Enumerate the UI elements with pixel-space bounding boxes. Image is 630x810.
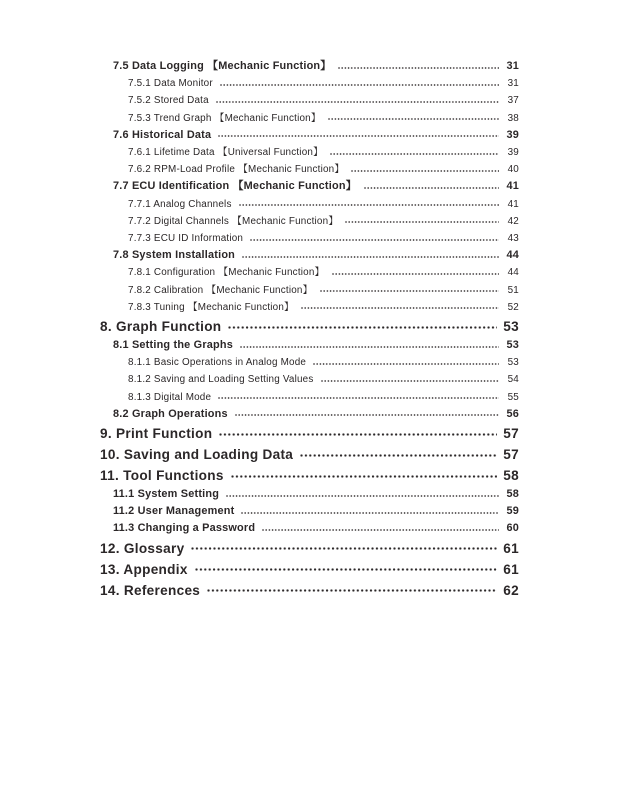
toc-entry-page: 62: [503, 582, 519, 598]
toc-row: [100, 230, 519, 247]
toc-entry-label: 8.1.3 Digital Mode: [128, 391, 212, 403]
toc-entry-label: 11.2 User Management: [113, 505, 235, 518]
toc-row: [100, 316, 519, 337]
toc-entry-page: 56: [506, 407, 519, 420]
toc-entry-page: 57: [503, 447, 519, 463]
toc-entry-label: 8.2 Graph Operations: [113, 407, 228, 420]
toc-entry-label: 8.1.2 Saving and Loading Setting Values: [128, 374, 314, 386]
dot-leader: [328, 118, 499, 120]
toc-entry-label: 13. Appendix: [100, 561, 188, 577]
toc-row: [100, 196, 519, 213]
dot-leader: [300, 454, 497, 457]
toc-entry-label: 9. Print Function: [100, 426, 213, 442]
dot-leader: [320, 290, 499, 292]
toc-entry-label: 7.7 ECU Identification 【Mechanic Function】: [113, 180, 357, 193]
dot-leader: [250, 239, 499, 241]
dot-leader: [218, 135, 499, 137]
toc-entry-page: 55: [507, 391, 519, 403]
toc-entry-label: 8.1 Setting the Graphs: [113, 339, 233, 352]
toc-entry-label: 7.8.1 Configuration 【Mechanic Function】: [128, 267, 325, 279]
toc-row: [100, 444, 519, 465]
toc-row: [100, 371, 519, 388]
toc-row: [100, 282, 519, 299]
toc-entry-label: 7.7.3 ECU ID Information: [128, 233, 244, 245]
toc-entry-page: 44: [506, 249, 519, 262]
dot-leader: [241, 512, 499, 514]
toc-row: [100, 538, 519, 559]
dot-leader: [240, 346, 499, 348]
dot-leader: [216, 101, 499, 103]
toc-row: [100, 520, 519, 537]
toc-row: [100, 580, 519, 601]
dot-leader: [239, 204, 499, 206]
dot-leader: [338, 67, 499, 69]
toc-row: [100, 75, 519, 92]
toc-row: [100, 503, 519, 520]
toc-entry-label: 11.3 Changing a Password: [113, 522, 256, 535]
dot-leader: [301, 307, 499, 309]
toc-entry-label: 11. Tool Functions: [100, 468, 224, 484]
dot-leader: [191, 547, 497, 550]
toc-entry-label: 7.5.3 Trend Graph 【Mechanic Function】: [128, 112, 321, 124]
toc-entry-label: 7.8.2 Calibration 【Mechanic Function】: [128, 284, 313, 296]
dot-leader: [207, 589, 497, 592]
dot-leader: [235, 414, 499, 416]
toc-entry-label: 11.1 System Setting: [113, 488, 220, 501]
toc-entry-page: 58: [506, 488, 519, 501]
toc-entry-page: 37: [507, 95, 519, 107]
toc-entry-label: 7.8.3 Tuning 【Mechanic Function】: [128, 301, 295, 313]
dot-leader: [364, 187, 499, 189]
toc-entry-page: 59: [506, 505, 519, 518]
toc-entry-label: 7.7.1 Analog Channels: [128, 198, 232, 210]
toc-entry-page: 40: [507, 164, 519, 176]
toc-entry-page: 53: [503, 319, 519, 335]
dot-leader: [195, 568, 497, 571]
dot-leader: [332, 273, 499, 275]
dot-leader: [330, 153, 499, 155]
toc-entry-label: 7.5.1 Data Monitor: [128, 78, 213, 90]
toc-row: [100, 423, 519, 444]
toc-row: [100, 110, 519, 127]
toc-entry-label: 10. Saving and Loading Data: [100, 447, 294, 463]
toc-row: [100, 354, 519, 371]
toc-entry-page: 51: [507, 284, 519, 296]
toc-entry-page: 53: [507, 357, 519, 369]
dot-leader: [220, 84, 499, 86]
toc-entry-label: 7.5 Data Logging 【Mechanic Function】: [113, 60, 332, 72]
toc-row: [100, 486, 519, 503]
toc-entry-page: 44: [507, 267, 519, 279]
toc-entry-page: 39: [507, 147, 519, 159]
toc-entry-label: 7.6 Historical Data: [113, 128, 212, 141]
dot-leader: [219, 433, 497, 436]
toc-entry-page: 31: [506, 60, 519, 72]
toc-row: [100, 559, 519, 580]
toc-row: [100, 337, 519, 354]
toc-row: [100, 144, 519, 161]
toc-entry-label: 7.7.2 Digital Channels 【Mechanic Function】: [128, 215, 339, 227]
dot-leader: [231, 475, 497, 478]
toc-entry-page: 54: [507, 374, 519, 386]
dot-leader: [313, 363, 499, 365]
toc-row: [100, 178, 519, 195]
toc-entry-page: 58: [503, 468, 519, 484]
toc-row: [100, 213, 519, 230]
toc-row: [100, 127, 519, 144]
dot-leader: [321, 380, 499, 382]
toc-row: [100, 58, 519, 75]
toc-entry-page: 41: [507, 198, 519, 210]
toc-entry-page: 61: [503, 561, 519, 577]
toc-entry-label: 7.8 System Installation: [113, 249, 236, 262]
toc-row: [100, 389, 519, 406]
toc-row: [100, 264, 519, 281]
toc-row: [100, 465, 519, 486]
toc-entry-page: 39: [506, 128, 519, 141]
toc-entry-page: 42: [507, 215, 519, 227]
toc-entry-label: 7.6.1 Lifetime Data 【Universal Function】: [128, 147, 324, 159]
toc-entry-label: 8. Graph Function: [100, 319, 222, 335]
dot-leader: [242, 256, 499, 258]
toc-row: [100, 161, 519, 178]
toc-row: [100, 299, 519, 316]
dot-leader: [218, 397, 499, 399]
dot-leader: [226, 495, 499, 497]
toc-entry-page: 53: [506, 339, 519, 352]
toc-entry-page: 52: [507, 301, 519, 313]
dot-leader: [345, 221, 499, 223]
toc-row: [100, 406, 519, 423]
toc-entry-label: 14. References: [100, 582, 201, 598]
toc-entry-page: 57: [503, 426, 519, 442]
toc-entry-page: 61: [503, 540, 519, 556]
toc-entry-page: 41: [506, 180, 519, 193]
toc-entry-page: 38: [507, 112, 519, 124]
toc-row: [100, 247, 519, 264]
dot-leader: [262, 529, 499, 531]
toc-entry-page: 31: [507, 78, 519, 90]
toc-row: [100, 92, 519, 109]
table-of-contents: [100, 58, 519, 601]
toc-entry-page: 43: [507, 233, 519, 245]
toc-entry-label: 12. Glossary: [100, 540, 185, 556]
toc-entry-label: 7.6.2 RPM-Load Profile 【Mechanic Function】: [128, 164, 345, 176]
dot-leader: [228, 326, 497, 329]
toc-entry-label: 7.5.2 Stored Data: [128, 95, 209, 107]
toc-entry-label: 8.1.1 Basic Operations in Analog Mode: [128, 357, 307, 369]
toc-entry-page: 60: [506, 522, 519, 535]
dot-leader: [351, 170, 499, 172]
